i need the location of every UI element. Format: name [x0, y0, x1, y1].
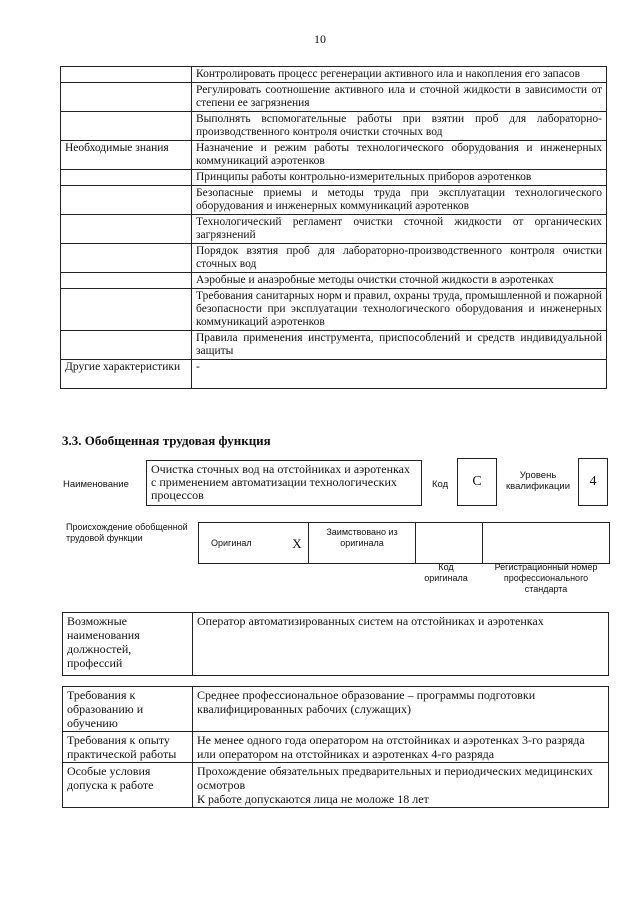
origin-table [198, 522, 610, 564]
professions-value: Оператор автоматизированных систем на отстойниках и аэротенках [193, 613, 609, 676]
page-number: 10 [314, 32, 326, 46]
origin-code-cell [416, 523, 483, 564]
section-title: 3.3. Обобщенная трудовая функция [62, 433, 271, 448]
row-value: Безопасные приемы и методы труда при эксплуатации технологического оборудования и инженерных коммуникаций аэротенков [192, 186, 607, 215]
row-value: Требования санитарных норм и правил, охраны труда, промышленной и пожарной безопасности при эксплуатации технологического оборудования и инженерных коммуникаций аэротенков [192, 289, 607, 331]
row-value: - [192, 360, 607, 389]
knowledge-row [61, 112, 607, 141]
row-label [61, 67, 192, 83]
row-label [61, 83, 192, 112]
row-label [61, 215, 192, 244]
row-value: Аэробные и анаэробные методы очистки сточной жидкости в аэротенках [192, 273, 607, 289]
professions-label: Возможные наименования должностей, профессий [63, 613, 193, 676]
knowledge-row [61, 215, 607, 244]
row-label [61, 170, 192, 186]
row-value: Порядок взятия проб для лабораторно-производственного контроля очистки сточных вод [192, 244, 607, 273]
knowledge-row [61, 83, 607, 112]
row-label [61, 273, 192, 289]
row-label: Другие характеристики [61, 360, 192, 389]
row-label [61, 112, 192, 141]
requirement-value: Не менее одного года оператором на отстойниках и аэротенках 3-го разряда или оператором на отстойниках и аэротенках 4-го разряда [193, 732, 609, 763]
reg-number-label: Регистрационный номер профессионального стандарта [494, 562, 598, 594]
row-label [61, 244, 192, 273]
requirement-row [63, 732, 609, 763]
row-label [61, 289, 192, 331]
name-label: Наименование [63, 479, 129, 490]
professions-table [62, 612, 609, 676]
requirement-row [63, 763, 609, 808]
requirements-table [62, 686, 609, 808]
knowledge-row [61, 186, 607, 215]
row-value: Принципы работы контрольно-измерительных приборов аэротенков [192, 170, 607, 186]
code-label: Код [432, 479, 449, 490]
row-value: Правила применения инструмента, приспособлений и средств индивидуальной защиты [192, 331, 607, 360]
knowledge-row [61, 289, 607, 331]
row-label [61, 331, 192, 360]
row-value: Контролировать процесс регенерации активного ила и накопления его запасов [192, 67, 607, 83]
level-label: Уровень квалификации [505, 470, 571, 492]
origin-label: Происхождение обобщенной трудовой функции [66, 522, 188, 543]
row-value: Назначение и режим работы технологического оборудования и инженерных коммуникаций аэротенков [192, 141, 607, 170]
code-original-label: Код оригинала [424, 562, 468, 583]
requirement-value: Прохождение обязательных предварительных и периодических медицинских осмотров К работе допускаются лица не моложе 18 лет [193, 763, 609, 808]
code-box: C [457, 458, 497, 506]
knowledge-row [61, 331, 607, 360]
origin-mark: X [286, 523, 309, 564]
requirement-label: Требования к опыту практической работы [63, 732, 193, 763]
requirement-value: Среднее профессиональное образование – программы подготовки квалифицированных рабочих (служащих) [193, 687, 609, 732]
level-box: 4 [578, 458, 608, 506]
requirement-label: Особые условия допуска к работе [63, 763, 193, 808]
row-label [61, 186, 192, 215]
knowledge-row [61, 170, 607, 186]
origin-borrowed: Заимствовано из оригинала [309, 523, 416, 564]
origin-reg-cell [483, 523, 610, 564]
knowledge-row [61, 67, 607, 83]
knowledge-table [60, 66, 607, 389]
row-label: Необходимые знания [61, 141, 192, 170]
row-value: Выполнять вспомогательные работы при взятии проб для лабораторно-производственного контроля очистки сточных вод [192, 112, 607, 141]
knowledge-row [61, 360, 607, 389]
knowledge-row [61, 273, 607, 289]
function-name-box: Очистка сточных вод на отстойниках и аэротенках с применением автоматизации технологических процессов [146, 460, 422, 506]
requirement-label: Требования к образованию и обучению [63, 687, 193, 732]
row-value: Технологический регламент очистки сточной жидкости от органических загрязнений [192, 215, 607, 244]
origin-original: Оригинал [199, 523, 287, 564]
requirement-row [63, 687, 609, 732]
knowledge-row [61, 141, 607, 170]
knowledge-row [61, 244, 607, 273]
row-value: Регулировать соотношение активного ила и сточной жидкости в зависимости от степени ее загрязнения [192, 83, 607, 112]
